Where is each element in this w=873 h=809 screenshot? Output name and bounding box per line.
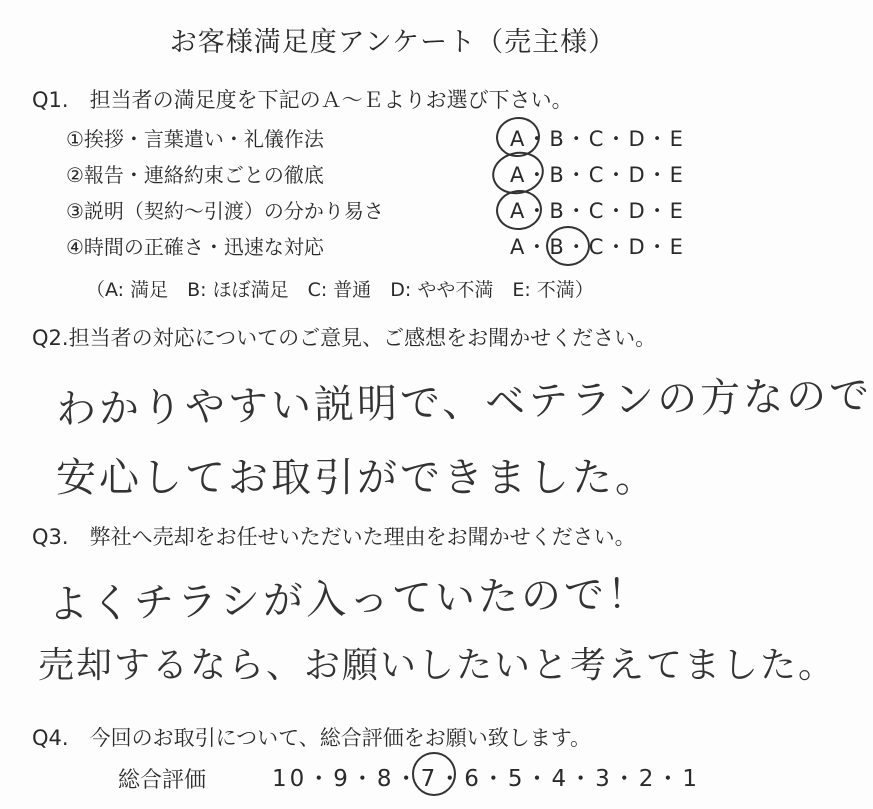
score-option[interactable]: 1 [682, 766, 701, 792]
grade-option[interactable]: D [628, 235, 647, 259]
grade-option[interactable]: E [669, 127, 685, 151]
q1-grade-row: A・B・C・D・E [510, 163, 685, 187]
grade-option[interactable]: E [669, 235, 685, 259]
grade-option[interactable]: D [628, 163, 647, 187]
grade-option[interactable]: E [669, 199, 685, 223]
overall-rating-label: 総合評価 [118, 768, 207, 793]
score-option[interactable]: 5 [507, 766, 526, 792]
q1-grade-row: A・B・C・D・E [510, 199, 685, 223]
score-row: 10・9・8・7・6・5・4・3・2・1 [272, 766, 701, 792]
grade-option[interactable]: B [549, 163, 566, 187]
q1-grade-row: A・B・C・D・E [510, 235, 685, 259]
score-option[interactable]: 6 [464, 766, 482, 792]
q1-item-label: ①挨拶・言葉遣い・礼儀作法 [66, 127, 324, 151]
score-option[interactable]: 2 [638, 766, 657, 792]
grade-option[interactable]: C [588, 235, 606, 259]
q1-item-label: ②報告・連絡約束ごとの徹底 [66, 163, 324, 187]
grade-option[interactable]: E [669, 163, 685, 187]
score-option[interactable]: 10 [272, 766, 308, 792]
grade-option[interactable]: C [588, 163, 606, 187]
grade-option[interactable]: A [510, 163, 527, 187]
score-option[interactable]: 3 [595, 766, 613, 792]
q2-answer-line: 安心してお取引ができました。 [56, 455, 658, 501]
score-option[interactable]: 4 [551, 766, 570, 792]
q4-question: Q4. 今回のお取引について、総合評価をお願い致します。 [32, 726, 592, 750]
score-option[interactable]: 8 [376, 766, 395, 792]
grade-option[interactable]: D [628, 127, 647, 151]
grade-option[interactable]: C [588, 127, 606, 151]
q3-answer-line: よくチラシが入っていたので！ [47, 571, 651, 628]
survey-title: お客様満足度アンケート（売主様） [169, 27, 617, 58]
grade-option[interactable]: B [549, 199, 566, 223]
grade-option[interactable]: C [588, 199, 606, 223]
q1-grade-row: A・B・C・D・E [510, 127, 685, 151]
score-option[interactable]: 7 [420, 766, 439, 792]
q2-question: Q2.担当者の対応についてのご意見、ご感想をお聞かせください。 [32, 326, 657, 350]
grade-option[interactable]: A [510, 127, 527, 151]
q1-item-label: ③説明（契約～引渡）の分かり易さ [66, 199, 384, 223]
q2-answer-line: わかりやすい説明で、ベテランの方なので [55, 372, 873, 433]
score-option[interactable]: 9 [333, 766, 351, 792]
q1-item-label: ④時間の正確さ・迅速な対応 [66, 235, 324, 259]
q3-question: Q3. 弊社へ売却をお任せいただいた理由をお聞かせください。 [32, 525, 636, 549]
grade-option[interactable]: B [549, 235, 566, 259]
grade-option[interactable]: A [510, 199, 527, 223]
grade-option[interactable]: B [549, 127, 566, 151]
q1-question: Q1. 担当者の満足度を下記のＡ～Ｅよりお選び下さい。 [32, 88, 573, 112]
q3-answer-line: 売却するなら、お願いしたいと考えてました。 [38, 645, 837, 686]
grade-option[interactable]: D [628, 199, 647, 223]
grade-legend: （A: 満足 B: ほぼ満足 C: 普通 D: やや不満 E: 不満） [86, 279, 594, 301]
grade-option[interactable]: A [510, 235, 527, 259]
